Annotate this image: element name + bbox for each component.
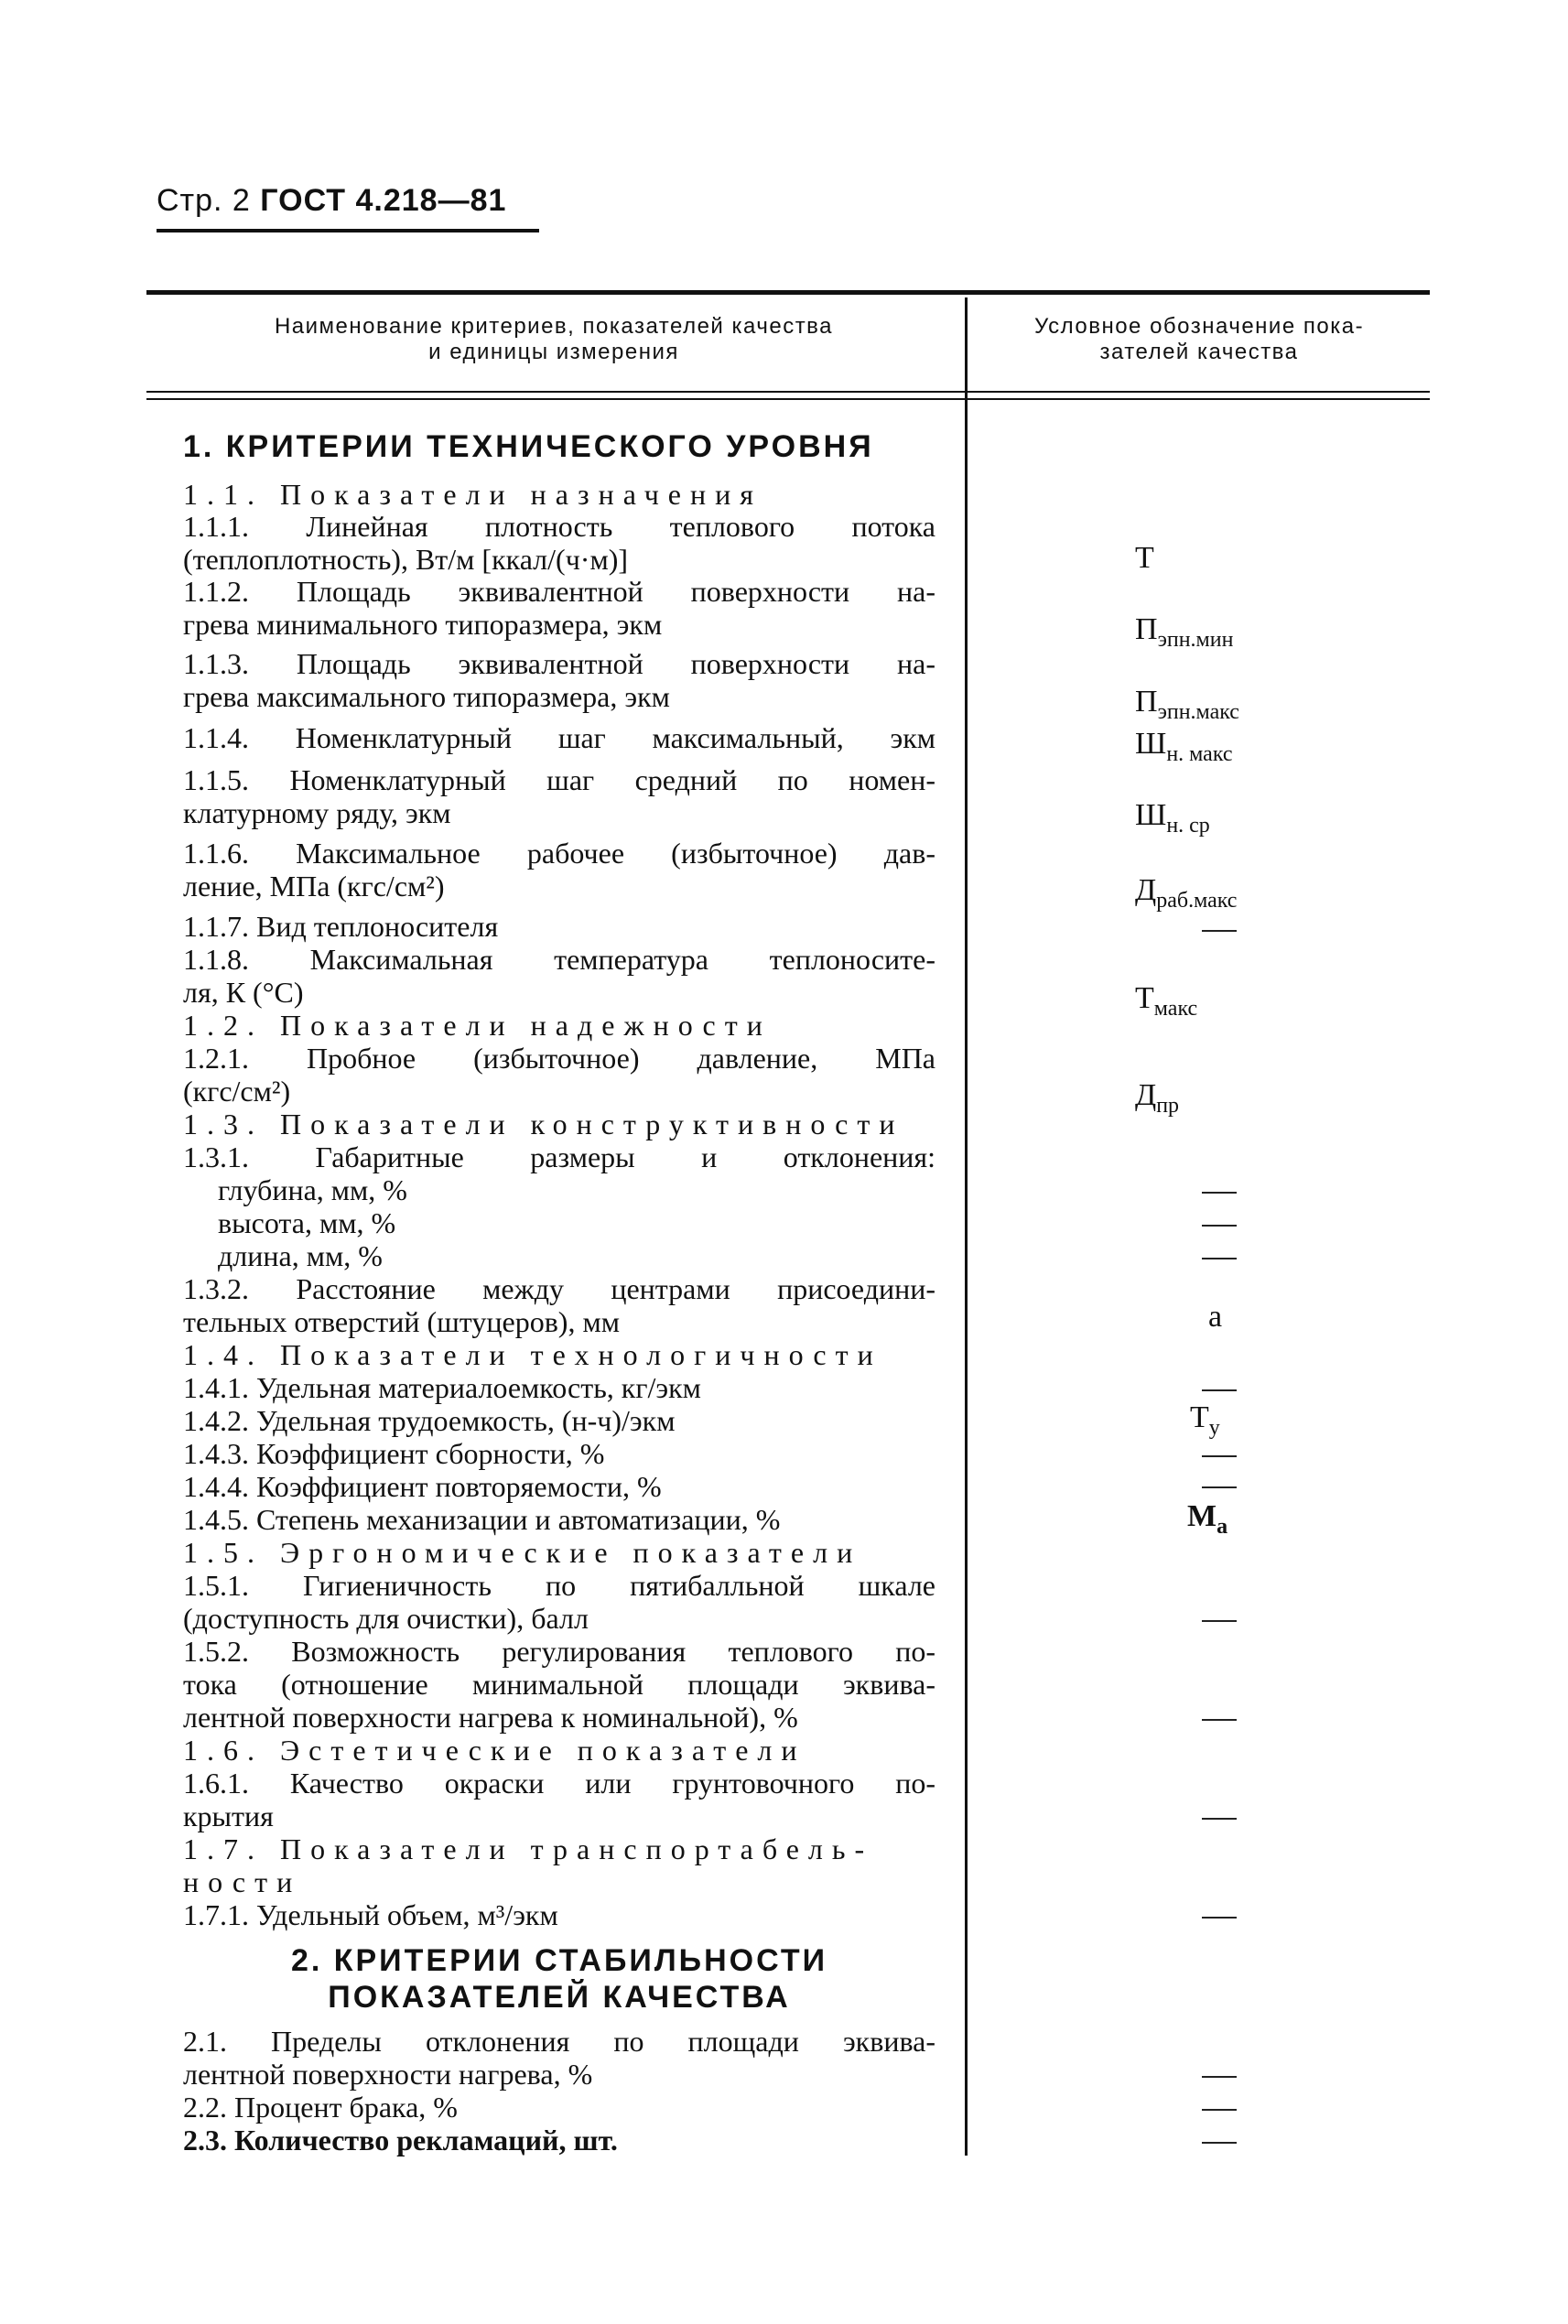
criterion-text: 1.1.3. Площадь эквивалентной поверхности на- [183,647,935,680]
criterion-text: крытия [183,1800,274,1832]
criterion-text: ля, К (°С) [183,976,304,1009]
criterion-text: лентной поверхности нагрева, % [183,2058,593,2091]
criterion-text: тельных отверстий (штуцеров), мм [183,1305,620,1338]
criterion-text: 1.7.1. Удельный объем, м³/экм [183,1898,558,1931]
subsection-heading: 1.7. Показатели транспортабель- [183,1832,874,1865]
symbol: $П_{эпн.макс}$ [1135,685,1239,724]
section-heading: ПОКАЗАТЕЛЕЙ КАЧЕСТВА [328,1980,791,2015]
criterion-text: грева максимального типоразмера, экм [183,680,670,713]
criterion-text: 1.4.2. Удельная трудоемкость, (н-ч)/экм [183,1404,676,1437]
criterion-text: 1.3.1. Габаритные размеры и отклонения: [183,1140,935,1173]
subsection-heading: 1.4. Показатели технологичности [183,1338,882,1371]
symbol: а [1208,1300,1223,1334]
dash-mark [1202,1486,1237,1488]
criterion-text: (доступность для очистки), балл [183,1602,589,1635]
column-divider [965,297,968,2156]
dash-mark [1202,1258,1237,1259]
dash-mark [1202,1818,1237,1820]
symbol: $Д_{пр}$ [1135,1078,1180,1118]
header-underline [157,229,539,232]
criterion-text: 1.1.2. Площадь эквивалентной поверхности на- [183,575,935,608]
dash-mark [1202,1719,1237,1721]
criterion-text: тока (отношение минимальной площади эквива- [183,1668,935,1701]
criterion-text: 1.1.6. Максимальное рабочее (избыточное) дав- [183,837,935,870]
dash-mark [1202,2076,1237,2078]
criterion-text: 1.4.5. Степень механизации и автоматизации, % [183,1503,781,1536]
criterion-text: 1.4.3. Коэффициент сборности, % [183,1437,605,1470]
standard-code: ГОСТ 4.218—81 [260,183,507,218]
criterion-text: 1.2.1. Пробное (избыточное) давление, МПа [183,1042,935,1075]
dash-mark [1202,1455,1237,1457]
symbol: $Т_у$ [1190,1400,1220,1440]
dash-mark [1202,1620,1237,1622]
criterion-text: грева минимального типоразмера, экм [183,608,663,641]
symbol: $П_{эпн.мин}$ [1135,612,1234,652]
dash-mark [1202,2109,1237,2111]
column-header-name: Наименование критериев, показателей качества и единицы измерения [274,314,834,364]
subsection-heading: 1.6. Эстетические показатели [183,1734,806,1767]
criterion-text: 1.4.1. Удельная материалоемкость, кг/экм [183,1371,701,1404]
symbol: $Д_{раб.макс}$ [1135,873,1238,913]
dash-mark [1202,1192,1237,1194]
criterion-text: 1.3.2. Расстояние между центрами присоедини- [183,1272,935,1305]
column-header-symbol: Условное обозначение пока- зателей качества [1033,314,1365,364]
dash-mark [1202,1225,1237,1227]
symbol: $Т_{макс}$ [1135,981,1198,1021]
subsection-heading: 1.5. Эргономические показатели [183,1536,862,1569]
criterion-text: 1.5.2. Возможность регулирования теплового по- [183,1635,935,1668]
page-number: Стр. 2 [157,183,251,218]
criterion-text: глубина, мм, % [218,1173,407,1206]
criterion-text: 2.2. Процент брака, % [183,2091,458,2124]
criterion-text: ление, МПа (кгс/см²) [183,870,445,903]
dash-mark [1202,930,1237,932]
dash-mark [1202,1389,1237,1391]
section-heading: 1. КРИТЕРИИ ТЕХНИЧЕСКОГО УРОВНЯ [183,429,874,464]
table-top-rule [146,290,1430,295]
dash-mark [1202,1917,1237,1919]
dash-mark [1202,2142,1237,2144]
symbol: $Ш_{н. макс}$ [1135,727,1233,766]
criterion-text: 1.1.4. Номенклатурный шаг максимальный, экм [183,721,935,754]
criterion-text: 2.1. Пределы отклонения по площади эквива- [183,2025,935,2058]
header-double-rule [146,398,1430,400]
criterion-text: 1.1.8. Максимальная температура теплоносите- [183,943,935,976]
symbol: $Ш_{н. ср}$ [1135,798,1210,838]
section-heading: 2. КРИТЕРИИ СТАБИЛЬНОСТИ [290,1943,828,1978]
criterion-text: 2.3. Количество рекламаций, шт. [183,2124,618,2156]
criterion-text: (кгс/см²) [183,1075,291,1108]
criterion-text: 1.1.7. Вид теплоносителя [183,910,499,943]
subsection-heading: 1.1. Показатели назначения [183,478,762,511]
criterion-text: длина, мм, % [218,1239,383,1272]
subsection-heading: 1.2. Показатели надежности [183,1009,772,1042]
symbol: Т [1135,541,1154,575]
subsection-heading: ности [183,1865,302,1898]
criterion-text: (теплоплотность), Вт/м [ккал/(ч·м)] [183,543,628,576]
criterion-text: высота, мм, % [218,1206,396,1239]
criterion-text: 1.4.4. Коэффициент повторяемости, % [183,1470,662,1503]
subsection-heading: 1.3. Показатели конструктивности [183,1108,904,1140]
criterion-text: лентной поверхности нагрева к номинальной), % [183,1701,798,1734]
header-double-rule [146,391,1430,393]
page-header [157,183,506,219]
criterion-text: 1.1.1. Линейная плотность теплового потока [183,510,935,543]
symbol: $М_а$ [1187,1499,1228,1539]
criterion-text: 1.1.5. Номенклатурный шаг средний по номен- [183,763,935,796]
criterion-text: 1.6.1. Качество окраски или грунтовочного по- [183,1767,935,1800]
criterion-text: клатурному ряду, экм [183,796,451,829]
criterion-text: 1.5.1. Гигиеничность по пятибалльной шкале [183,1569,935,1602]
